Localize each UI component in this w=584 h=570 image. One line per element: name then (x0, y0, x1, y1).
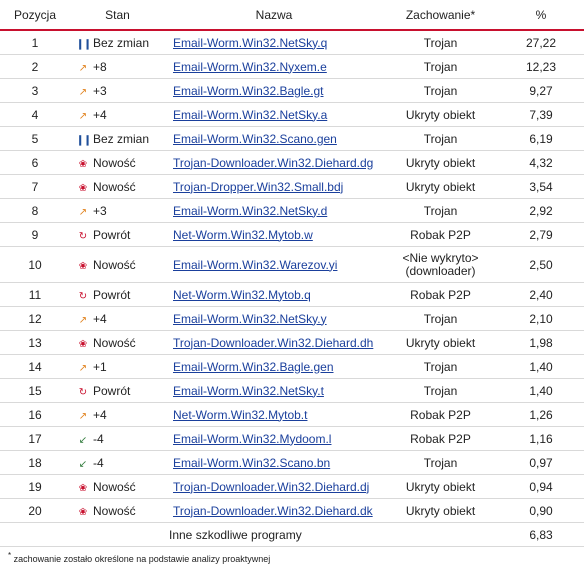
name-cell (165, 379, 383, 403)
percent-cell: 12,23 (498, 55, 584, 79)
footnote (8, 551, 270, 564)
table-row (0, 403, 584, 427)
behavior-label: Trojan (423, 59, 458, 74)
other-percent: 6,83 (498, 523, 584, 547)
malware-link[interactable]: Email-Worm.Win32.Bagle.gen (173, 359, 334, 374)
status-label: +8 (93, 59, 107, 74)
status-cell (70, 79, 165, 103)
position-cell: 8 (0, 199, 70, 223)
position-cell: 20 (0, 499, 70, 523)
table-row (0, 103, 584, 127)
malware-link[interactable]: Email-Worm.Win32.NetSky.t (173, 383, 324, 398)
status-label: Nowość (93, 503, 136, 518)
behavior-label: Ukryty obiekt (405, 335, 476, 350)
percent-cell: 4,32 (498, 151, 584, 175)
status-label: +3 (93, 83, 107, 98)
name-cell (165, 427, 383, 451)
arrow-down-icon: ↙ (78, 458, 88, 470)
behavior-cell (383, 427, 498, 451)
footnote-text: zachowanie zostało określone na podstawie analizy proaktywnej (13, 554, 271, 564)
table-row (0, 307, 584, 331)
behavior-cell (383, 55, 498, 79)
pause-icon: ❙❙ (76, 134, 91, 146)
position-cell: 14 (0, 355, 70, 379)
arrow-up-icon: ↗ (78, 410, 88, 422)
arrow-up-icon: ↗ (78, 110, 88, 122)
status-cell (70, 30, 165, 55)
status-label: +4 (93, 107, 107, 122)
behavior-cell (383, 247, 498, 283)
new-icon: ❀ (78, 182, 88, 194)
percent-cell: 3,54 (498, 175, 584, 199)
behavior-cell (383, 127, 498, 151)
behavior-cell (383, 355, 498, 379)
status-cell (70, 103, 165, 127)
percent-cell: 2,10 (498, 307, 584, 331)
new-icon: ❀ (78, 158, 88, 170)
behavior-label: Ukryty obiekt (405, 503, 476, 518)
malware-link[interactable]: Email-Worm.Win32.Scano.bn (173, 455, 331, 470)
table-row (0, 283, 584, 307)
arrow-up-icon: ↗ (78, 86, 88, 98)
percent-cell: 2,92 (498, 199, 584, 223)
status-label: Powrót (93, 227, 131, 242)
malware-link[interactable]: Email-Worm.Win32.NetSky.d (173, 203, 328, 218)
header-behavior: Zachowanie* (383, 0, 498, 30)
status-label: Nowość (93, 479, 136, 494)
status-cell (70, 307, 165, 331)
percent-cell: 0,97 (498, 451, 584, 475)
position-cell: 9 (0, 223, 70, 247)
behavior-label: Trojan (423, 455, 458, 470)
status-label: +4 (93, 311, 107, 326)
header-status: Stan (70, 0, 165, 30)
status-cell (70, 223, 165, 247)
name-cell (165, 199, 383, 223)
status-cell (70, 151, 165, 175)
other-spacer (0, 523, 70, 547)
arrow-up-icon: ↗ (78, 206, 88, 218)
status-cell (70, 175, 165, 199)
table-row (0, 175, 584, 199)
percent-cell: 27,22 (498, 30, 584, 55)
behavior-label-secondary: (downloader) (405, 263, 476, 278)
new-icon: ❀ (78, 260, 88, 272)
name-cell (165, 307, 383, 331)
behavior-label: Ukryty obiekt (405, 107, 476, 122)
behavior-label: Ukryty obiekt (405, 155, 476, 170)
malware-link[interactable]: Net-Worm.Win32.Mytob.q (173, 287, 311, 302)
behavior-label: Trojan (423, 383, 458, 398)
name-cell (165, 223, 383, 247)
status-label: Bez zmian (93, 35, 150, 50)
new-icon: ❀ (78, 482, 88, 494)
table-body (0, 30, 584, 523)
behavior-cell (383, 223, 498, 247)
position-cell: 4 (0, 103, 70, 127)
behavior-cell (383, 451, 498, 475)
malware-link[interactable]: Trojan-Downloader.Win32.Diehard.dg (173, 155, 374, 170)
malware-link[interactable]: Email-Worm.Win32.Nyxem.e (173, 59, 327, 74)
new-icon: ❀ (78, 506, 88, 518)
percent-cell: 0,90 (498, 499, 584, 523)
table-row (0, 475, 584, 499)
position-cell: 18 (0, 451, 70, 475)
malware-link[interactable]: Email-Worm.Win32.Warezov.yi (173, 257, 338, 272)
table-row (0, 499, 584, 523)
position-cell: 10 (0, 247, 70, 283)
malware-link[interactable]: Trojan-Dropper.Win32.Small.bdj (173, 179, 344, 194)
status-cell (70, 451, 165, 475)
behavior-cell (383, 30, 498, 55)
name-cell (165, 103, 383, 127)
table-row (0, 79, 584, 103)
other-spacer (70, 523, 165, 547)
behavior-label: Trojan (423, 83, 458, 98)
malware-link[interactable]: Net-Worm.Win32.Mytob.w (173, 227, 313, 242)
position-cell: 5 (0, 127, 70, 151)
name-cell (165, 175, 383, 199)
status-label: Nowość (93, 257, 136, 272)
arrow-down-icon: ↙ (78, 434, 88, 446)
status-cell (70, 55, 165, 79)
malware-link[interactable]: Email-Worm.Win32.Bagle.gt (173, 83, 324, 98)
name-cell (165, 151, 383, 175)
table-row (0, 55, 584, 79)
behavior-cell (383, 199, 498, 223)
percent-cell: 2,40 (498, 283, 584, 307)
malware-link[interactable]: Email-Worm.Win32.NetSky.a (173, 107, 328, 122)
behavior-label: <Nie wykryto> (402, 250, 479, 265)
percent-cell: 9,27 (498, 79, 584, 103)
arrow-up-icon: ↗ (78, 314, 88, 326)
header-position: Pozycja (0, 0, 70, 30)
position-cell: 7 (0, 175, 70, 199)
new-icon: ❀ (78, 338, 88, 350)
name-cell (165, 355, 383, 379)
arrow-up-icon: ↗ (78, 62, 88, 74)
status-cell (70, 499, 165, 523)
position-cell: 3 (0, 79, 70, 103)
behavior-cell (383, 79, 498, 103)
position-cell: 2 (0, 55, 70, 79)
table-row (0, 151, 584, 175)
arrow-up-icon: ↗ (78, 362, 88, 374)
name-cell (165, 475, 383, 499)
table-row (0, 427, 584, 451)
malware-link[interactable]: Email-Worm.Win32.Scano.gen (173, 131, 337, 146)
percent-cell: 6,19 (498, 127, 584, 151)
status-cell (70, 427, 165, 451)
malware-link[interactable]: Net-Worm.Win32.Mytob.t (173, 407, 308, 422)
position-cell: 16 (0, 403, 70, 427)
percent-cell: 7,39 (498, 103, 584, 127)
position-cell: 12 (0, 307, 70, 331)
behavior-label: Ukryty obiekt (405, 479, 476, 494)
position-cell: 17 (0, 427, 70, 451)
position-cell: 1 (0, 30, 70, 55)
behavior-label: Trojan (423, 359, 458, 374)
name-cell (165, 331, 383, 355)
status-cell (70, 403, 165, 427)
malware-link[interactable]: Email-Worm.Win32.NetSky.y (173, 311, 327, 326)
table-row (0, 355, 584, 379)
return-icon: ↻ (78, 290, 88, 302)
percent-cell: 1,26 (498, 403, 584, 427)
behavior-label: Trojan (423, 35, 458, 50)
percent-cell: 1,40 (498, 379, 584, 403)
status-cell (70, 475, 165, 499)
behavior-cell (383, 403, 498, 427)
malware-link[interactable]: Trojan-Downloader.Win32.Diehard.dk (173, 503, 373, 518)
malware-link[interactable]: Email-Worm.Win32.NetSky.q (173, 35, 328, 50)
percent-cell: 1,40 (498, 355, 584, 379)
percent-cell: 2,79 (498, 223, 584, 247)
behavior-cell (383, 379, 498, 403)
status-cell (70, 331, 165, 355)
status-label: Powrót (93, 383, 131, 398)
table-row (0, 127, 584, 151)
behavior-label: Robak P2P (410, 431, 471, 446)
behavior-cell (383, 307, 498, 331)
position-cell: 11 (0, 283, 70, 307)
status-label: -4 (93, 455, 104, 470)
status-cell (70, 379, 165, 403)
percent-cell: 2,50 (498, 247, 584, 283)
behavior-cell (383, 499, 498, 523)
behavior-label: Trojan (423, 311, 458, 326)
name-cell (165, 283, 383, 307)
behavior-label: Trojan (423, 131, 458, 146)
table-header-row (0, 0, 584, 30)
status-label: Nowość (93, 179, 136, 194)
percent-cell: 0,94 (498, 475, 584, 499)
status-label: Bez zmian (93, 131, 150, 146)
table-row (0, 30, 584, 55)
header-percent: % (498, 0, 584, 30)
percent-cell: 1,16 (498, 427, 584, 451)
malware-link[interactable]: Trojan-Downloader.Win32.Diehard.dj (173, 479, 370, 494)
status-label: Nowość (93, 335, 136, 350)
table-row (0, 451, 584, 475)
behavior-cell (383, 331, 498, 355)
other-programs-row (0, 523, 584, 547)
name-cell (165, 451, 383, 475)
name-cell (165, 403, 383, 427)
behavior-cell (383, 283, 498, 307)
behavior-cell (383, 151, 498, 175)
position-cell: 13 (0, 331, 70, 355)
name-cell (165, 55, 383, 79)
behavior-label: Robak P2P (410, 407, 471, 422)
status-cell (70, 247, 165, 283)
other-spacer (383, 523, 498, 547)
status-label: +4 (93, 407, 107, 422)
behavior-label: Trojan (423, 203, 458, 218)
name-cell (165, 79, 383, 103)
behavior-label: Robak P2P (410, 287, 471, 302)
table-row (0, 223, 584, 247)
behavior-label: Ukryty obiekt (405, 179, 476, 194)
status-cell (70, 355, 165, 379)
status-cell (70, 199, 165, 223)
name-cell (165, 30, 383, 55)
header-name: Nazwa (165, 0, 383, 30)
status-label: +1 (93, 359, 107, 374)
table-row (0, 199, 584, 223)
name-cell (165, 247, 383, 283)
other-label: Inne szkodliwe programy (165, 523, 383, 547)
table-row (0, 379, 584, 403)
name-cell (165, 499, 383, 523)
percent-cell: 1,98 (498, 331, 584, 355)
status-label: +3 (93, 203, 107, 218)
table-row (0, 247, 584, 283)
malware-link[interactable]: Trojan-Downloader.Win32.Diehard.dh (173, 335, 374, 350)
status-label: Powrót (93, 287, 131, 302)
behavior-cell (383, 475, 498, 499)
behavior-cell (383, 103, 498, 127)
status-cell (70, 127, 165, 151)
status-label: -4 (93, 431, 104, 446)
behavior-label: Robak P2P (410, 227, 471, 242)
name-cell (165, 127, 383, 151)
position-cell: 6 (0, 151, 70, 175)
return-icon: ↻ (78, 386, 88, 398)
position-cell: 15 (0, 379, 70, 403)
pause-icon: ❙❙ (76, 38, 91, 50)
status-label: Nowość (93, 155, 136, 170)
position-cell: 19 (0, 475, 70, 499)
return-icon: ↻ (78, 230, 88, 242)
status-cell (70, 283, 165, 307)
behavior-cell (383, 175, 498, 199)
table-row (0, 331, 584, 355)
footnote-mark: * (8, 551, 12, 560)
malware-link[interactable]: Email-Worm.Win32.Mydoom.l (173, 431, 332, 446)
